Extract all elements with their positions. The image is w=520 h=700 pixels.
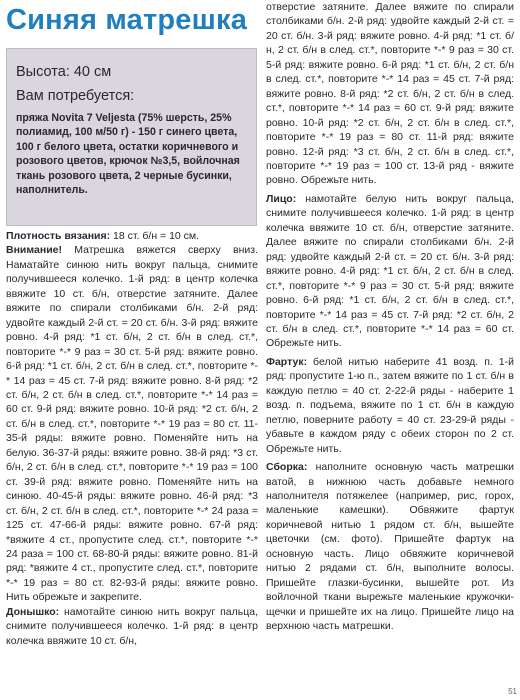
apron-label: Фартук: [266, 355, 308, 368]
face-label: Лицо: [266, 192, 297, 205]
bottom-instructions [6, 605, 258, 648]
assembly-instructions [266, 460, 514, 633]
assembly-label: Сборка: [266, 461, 308, 474]
assembly-text: наполните основную часть матрешки ватой, в нижнюю часть добавьте немного наполнителя потяжелее (например, рис, горох, маленькие камешки). Обвяжите фартук коричневой нитью 1 рядом ст. б/н, вышейте цветочки (см. фото). Пришейте фартук на основную часть. Лицо обвяжите коричневой нитью 2 рядами ст. б/н, выполните волосы. Пришейте глазки-бусинки, вышейте рот. Из войлочной ткани вырежьте маленькие кружочки-щечки и пришейте их на лицо. Пришейте лицо на верхнюю часть матрешки. [266, 461, 514, 633]
face-text: намотайте белую нить вокруг пальца, снимите получившееся колечко. 1-й ряд: в центр колечка ввяжите 10 ст. б/н, отверстие затяните. Далее вяжите по спирали столбиками б/н. 2-й ряд: удвойте каждый 2-й ст. = 20 ст. б/н. 3-й ряд: вяжите ровно. 4-й ряд: *1 ст. б/н, 2 ст. б/н в след. ст.*, повторите *-* 9 раз = 30 ст. 5-й ряд: вяжите ровно. 6-й ряд: *1 ст. б/н, 2 ст. б/н в след. ст.*, повторите *-* 14 раз = 45 ст. 7-й ряд: *2 ст. б/н, 2 ст. б/н в след. ст.*, повторите *-* 14 раз = 60 ст. Обрежьте нить. [266, 192, 514, 350]
doll-height: Высота: 40 см [16, 64, 112, 80]
body-instructions [6, 243, 258, 604]
gauge-text: 18 ст. б/н = 10 см. [110, 230, 200, 242]
face-instructions [266, 192, 514, 351]
bottom-text: намотайте синюю нить вокруг пальца, снимите получившееся колечко. 1-й ряд: в центр колечка ввяжите 10 ст. б/н, [6, 605, 258, 647]
apron-instructions [266, 355, 514, 456]
right-column [266, 1, 514, 633]
gauge-label: Плотность вязания: [6, 230, 111, 242]
bottom-continued: отверстие затяните. Далее вяжите по спирали столбиками б/н. 2-й ряд: удвойте каждый 2-й ст. = 20 ст. б/н. 3-й ряд: вяжите ровно. 4-й ряд: *1 ст. б/н, 2 ст. б/н в след. ст.*, повторите *-* 9 раз = 30 ст. 5-й ряд: вяжите ровно. 6-й ряд: *1 ст. б/н, 2 ст. б/н в след. ст.*, повторите *-* 14 раз = 45 ст. 7-й ряд: вяжите ровно. 8-й ряд: *2 ст. б/н, 2 ст. б/н в след. ст.*, повторите *-* 14 раз = 60 ст. 9-й ряд: вяжите ровно. 10-й ряд: *2 ст. б/н, 2 ст. б/н в след. ст.*, повторите *-* 19 раз = 80 ст. 11-й ряд: вяжите ровно. 12-й ряд: *3 ст. б/н, 2 ст. б/н в след. ст.*, повторите *-* 19 раз = 100 ст. 13-й ряд - вяжите ровно. Обрежьте нить. [266, 1, 514, 187]
apron-text: белой нитью наберите 41 возд. п. 1-й ряд: пропустите 1-ю п., затем вяжите по 1 ст. б/н в каждую петлю = 40 ст. 2-22-й ряды - наберите 1 возд. п. подъема, вяжите по 1 ст. б/н в каждую петлю, поверните работу = 40 ст. 23-29-й ряды - убавьте в каждом ряду с обеих сторон по 2 ст. Обрежьте нить. [266, 355, 514, 455]
gauge-paragraph [6, 229, 258, 243]
materials-box [6, 48, 257, 226]
attention-label: Внимание! [6, 244, 62, 257]
left-column [6, 229, 258, 648]
materials-heading: Вам потребуется: [16, 88, 135, 104]
bottom-label: Донышко: [6, 605, 60, 618]
page-number: 51 [508, 687, 517, 696]
attention-text: Матрешка вяжется сверху вниз. Наматайте синюю нить вокруг пальца, снимите получившееся колечко. 1-й ряд: в центр колечка ввяжите 10 ст. б/н, отверстие затяните. Далее вяжите по спирали столбиками б/н. 2-й ряд: удвойте каждый 2-й ст. = 20 ст. б/н. 3-й ряд: вяжите ровно. 4-й ряд: *1 ст. б/н, 2 ст. б/н в след. ст.*, повторите *-* 9 раз = 30 ст. 5-й ряд: вяжите ровно. 6-й ряд: *1 ст. б/н, 2 ст. б/н в след. ст.*, повторите *-* 14 раз = 45 ст. 7-й ряд: вяжите ровно. 8-й ряд: *2 ст. б/н, 2 ст. б/н в след. ст.*, повторите *-* 14 раз = 60 ст. 9-й ряд: вяжите ровно. 10-й ряд: *2 ст. б/н, 2 ст. б/н в след. ст.*, повторите *-* 19 раз = 80 ст. 11-35-й ряды: вяжите ровно. Поменяйте нить на белую. 36-37-й ряды: вяжите ровно. 38-й ряд: *3 ст. б/н, 2 ст. б/н в след. ст.*, повторите *-* 19 раз = 100 ст. 39-й ряд: вяжите ровно. Поменяйте нить на синюю. 40-45-й ряды: вяжите ровно. 46-й ряд: *3 ст. б/н, 2 ст. б/н в след. ст.*, повторите *-* 24 раза = 125 ст. 47-66-й ряды: вяжите ровно. 67-й ряд: *вяжите 4 ст., пропустите след. ст.*, повторите *-* 24 раза = 100 ст. 68-80-й ряды: вяжите ровно. 81-й ряд: *вяжите 4 ст., пропустите след. ст.*, повторите *-* 19 раз = 80 ст. 82-93-й ряды: вяжите ровно. Нить обрежьте и закрепите. [6, 244, 258, 604]
materials-list: пряжа Novita 7 Veljesta (75% шерсть, 25% полиамид, 100 м/50 г) - 150 г синего цвета, 100 г белого цвета, остатки коричневого и розового цветов, крючок №3,5, войлочная ткань розового цвета, 2 черные бусинки, наполнитель. [16, 112, 240, 197]
page-title: Синяя матрешка [6, 4, 248, 36]
